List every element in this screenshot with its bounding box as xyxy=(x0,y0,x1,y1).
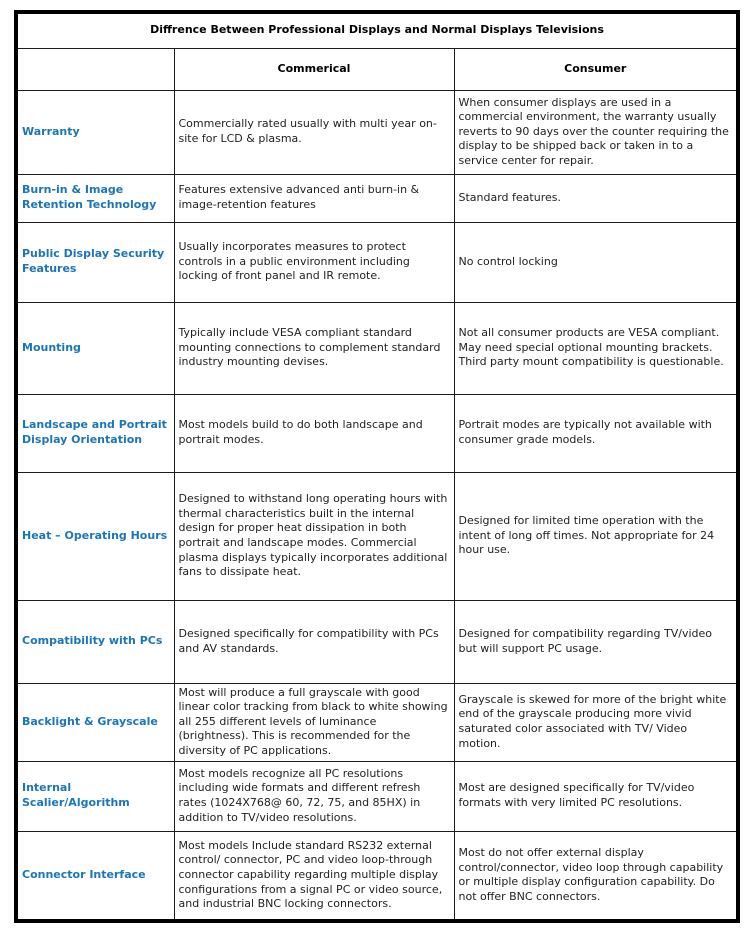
commercial-cell: Commercially rated usually with multi year on-site for LCD & plasma. xyxy=(174,90,454,174)
consumer-cell: Portrait modes are typically not available with consumer grade models. xyxy=(454,394,738,472)
commercial-cell: Most models Include standard RS232 external control/ connector, PC and video loop-through connector capability regarding multiple display configurations from a signal PC or video source, and industrial BNC locking connectors. xyxy=(174,831,454,921)
consumer-cell: Designed for compatibility regarding TV/video but will support PC usage. xyxy=(454,600,738,683)
table-row xyxy=(16,761,738,831)
row-label-orientation: Landscape and Portrait Display Orientation xyxy=(16,394,174,472)
table-row xyxy=(16,222,738,302)
row-label-warranty: Warranty xyxy=(16,90,174,174)
commercial-cell: Designed to withstand long operating hours with thermal characteristics built in the internal design for proper heat dissipation in both portrait and landscape modes. Commercial plasma displays typically incorporates additional fans to dissipate heat. xyxy=(174,472,454,600)
consumer-cell: Not all consumer products are VESA compliant. May need special optional mounting brackets. Third party mount compatibility is questionable. xyxy=(454,302,738,394)
row-label-mounting: Mounting xyxy=(16,302,174,394)
consumer-cell: Standard features. xyxy=(454,174,738,222)
consumer-cell: Grayscale is skewed for more of the bright white end of the grayscale producing more vivid saturated color associated with TV/ Video motion. xyxy=(454,683,738,761)
row-label-backlight: Backlight & Grayscale xyxy=(16,683,174,761)
table-row xyxy=(16,472,738,600)
consumer-cell: Designed for limited time operation with the intent of long off times. Not appropriate for 24 hour use. xyxy=(454,472,738,600)
consumer-cell: Most do not offer external display control/connector, video loop through capability or multiple display configuration capability. Do not offer BNC connectors. xyxy=(454,831,738,921)
commercial-cell: Typically include VESA compliant standard mounting connections to complement standard industry mounting devises. xyxy=(174,302,454,394)
table-title: Diffrence Between Professional Displays and Normal Displays Televisions xyxy=(16,12,738,48)
header-consumer: Consumer xyxy=(454,48,738,90)
table-row xyxy=(16,683,738,761)
header-commercial: Commerical xyxy=(174,48,454,90)
row-label-pc-compatibility: Compatibility with PCs xyxy=(16,600,174,683)
commercial-cell: Most will produce a full grayscale with good linear color tracking from black to white showing all 255 different levels of luminance (brightness). This is recommended for the diversity of PC applications. xyxy=(174,683,454,761)
table-row xyxy=(16,174,738,222)
row-label-security: Public Display Security Features xyxy=(16,222,174,302)
commercial-cell: Usually incorporates measures to protect controls in a public environment including locking of front panel and IR remote. xyxy=(174,222,454,302)
header-feature-cell xyxy=(16,48,174,90)
comparison-table-container xyxy=(14,10,738,923)
table-row xyxy=(16,831,738,921)
table-row xyxy=(16,90,738,174)
commercial-cell: Designed specifically for compatibility with PCs and AV standards. xyxy=(174,600,454,683)
row-label-scaler: Internal Scalier/Algorithm xyxy=(16,761,174,831)
consumer-cell: Most are designed specifically for TV/video formats with very limited PC resolutions. xyxy=(454,761,738,831)
row-label-burn-in: Burn-in & Image Retention Technology xyxy=(16,174,174,222)
table-row xyxy=(16,394,738,472)
row-label-connector: Connector Interface xyxy=(16,831,174,921)
commercial-cell: Most models build to do both landscape and portrait modes. xyxy=(174,394,454,472)
table-row xyxy=(16,302,738,394)
consumer-cell: No control locking xyxy=(454,222,738,302)
display-comparison-table xyxy=(14,10,740,923)
row-label-heat: Heat – Operating Hours xyxy=(16,472,174,600)
commercial-cell: Most models recognize all PC resolutions including wide formats and different refresh rates (1024X768@ 60, 72, 75, and 85HX) in addition to TV/video resolutions. xyxy=(174,761,454,831)
table-row xyxy=(16,600,738,683)
consumer-cell: When consumer displays are used in a commercial environment, the warranty usually reverts to 90 days over the counter requiring the display to be shipped back or taken in to a service center for repair. xyxy=(454,90,738,174)
commercial-cell: Features extensive advanced anti burn-in & image-retention features xyxy=(174,174,454,222)
